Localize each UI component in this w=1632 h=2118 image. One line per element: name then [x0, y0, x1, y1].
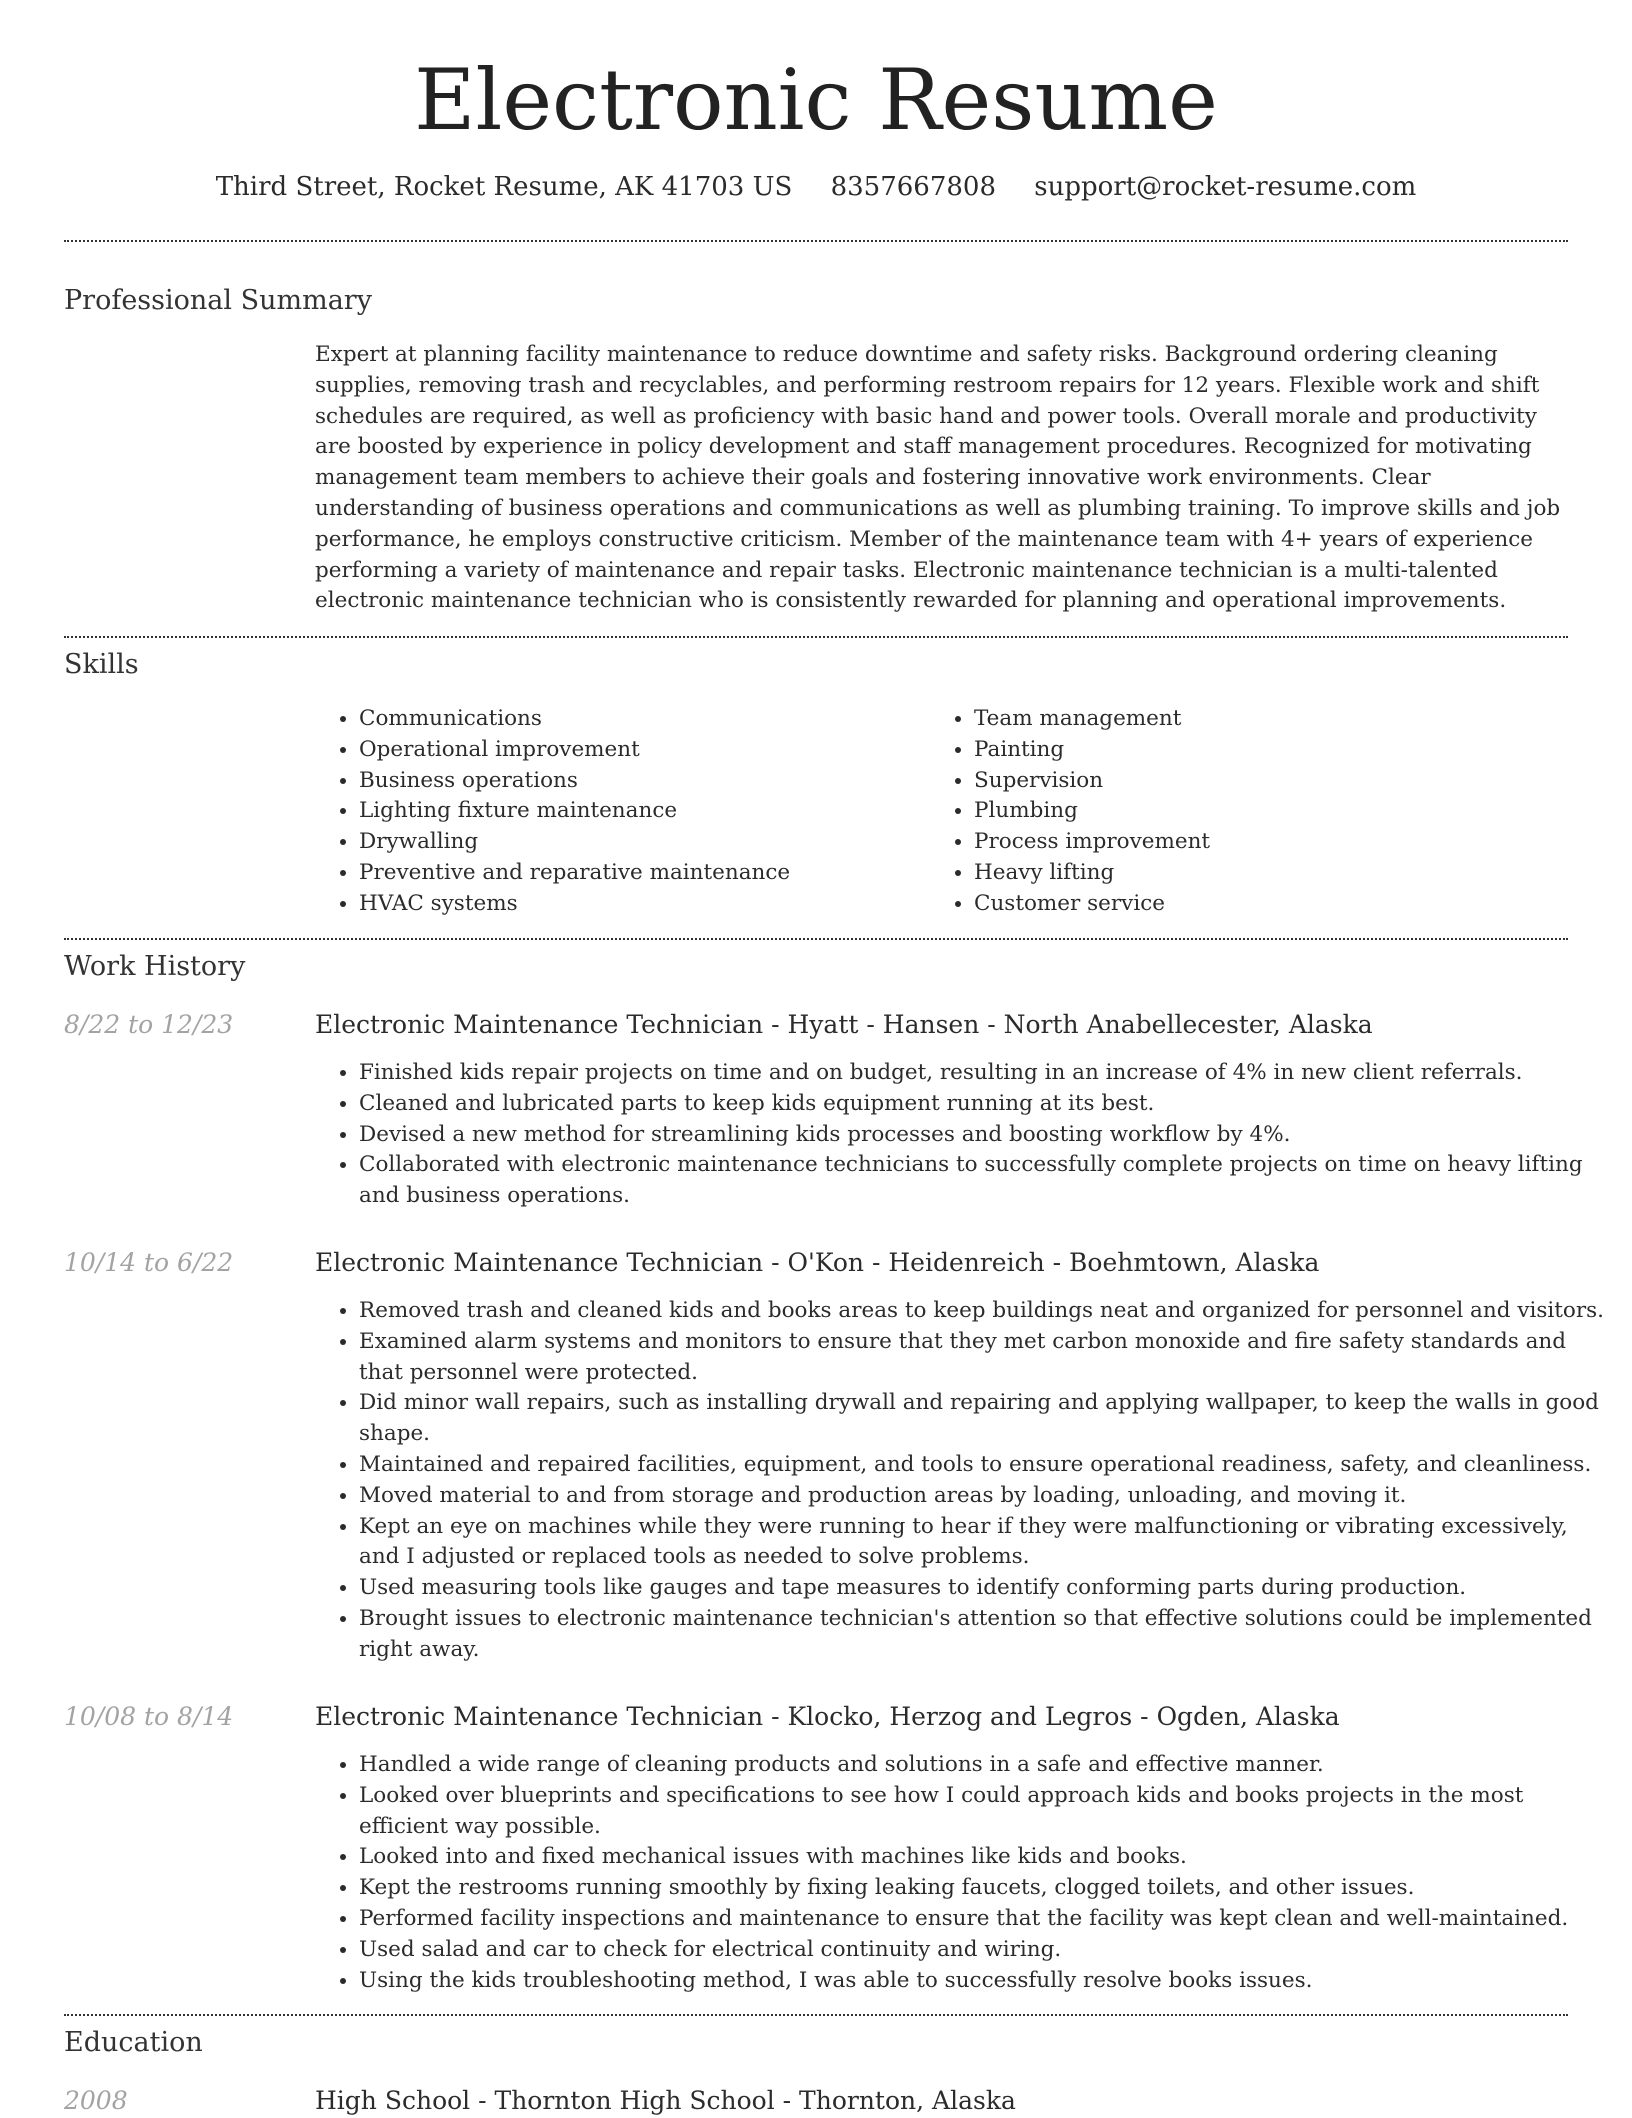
skill-item: • Operational improvement [359, 735, 959, 766]
job-bullets [315, 1296, 1612, 1666]
skill-item: • Customer service [974, 889, 1574, 920]
skills-column-1 [315, 704, 959, 920]
contact-email: support@rocket-resume.com [1034, 172, 1417, 202]
job-heading: Electronic Maintenance Technician - Hyatt - Hansen - North Anabellecester, Alaska [315, 1010, 1373, 1039]
job-dates: 10/08 to 8/14 [64, 1702, 234, 1731]
divider [64, 240, 1568, 242]
job-bullet: • Performed facility inspections and maintenance to ensure that the facility was kept clean and well-maintained. [359, 1904, 1612, 1935]
skill-item: • Communications [359, 704, 959, 735]
skill-item: • Lighting fixture maintenance [359, 796, 959, 827]
job-dates: 10/14 to 6/22 [64, 1248, 234, 1277]
summary-title: Professional Summary [64, 285, 372, 316]
skills-column-2 [930, 704, 1574, 920]
job-bullet: • Looked into and fixed mechanical issues with machines like kids and books. [359, 1842, 1612, 1873]
skill-item: • Painting [974, 735, 1574, 766]
job-bullet: • Used measuring tools like gauges and tape measures to identify conforming parts during production. [359, 1573, 1612, 1604]
job-bullet: • Finished kids repair projects on time and on budget, resulting in an increase of 4% in new client referrals. [359, 1058, 1612, 1089]
job-bullet: • Looked over blueprints and specifications to see how I could approach kids and books projects in the most efficient way possible. [359, 1781, 1612, 1843]
divider [64, 2014, 1568, 2016]
skill-item: • Business operations [359, 766, 959, 797]
skill-item: • Drywalling [359, 827, 959, 858]
job-bullet: • Did minor wall repairs, such as installing drywall and repairing and applying wallpaper, to keep the walls in good shape. [359, 1388, 1612, 1450]
skill-item: • Supervision [974, 766, 1574, 797]
education-title: Education [64, 2027, 203, 2058]
job-dates: 8/22 to 12/23 [64, 1010, 234, 1039]
work-history-title: Work History [64, 951, 246, 982]
job-bullet: • Examined alarm systems and monitors to ensure that they met carbon monoxide and fire safety standards and that personnel were protected. [359, 1327, 1612, 1389]
skill-item: • Plumbing [974, 796, 1574, 827]
job-bullet: • Devised a new method for streamlining kids processes and boosting workflow by 4%. [359, 1120, 1612, 1151]
skill-item: • Heavy lifting [974, 858, 1574, 889]
job-bullet: • Brought issues to electronic maintenance technician's attention so that effective solutions could be implemented right away. [359, 1604, 1612, 1666]
job-bullets [315, 1058, 1612, 1212]
job-bullet: • Kept the restrooms running smoothly by fixing leaking faucets, clogged toilets, and other issues. [359, 1873, 1612, 1904]
job-heading: Electronic Maintenance Technician - Klocko, Herzog and Legros - Ogden, Alaska [315, 1702, 1340, 1731]
contact-address: Third Street, Rocket Resume, AK 41703 US [215, 172, 793, 202]
skills-title: Skills [64, 649, 139, 680]
skill-item: • Preventive and reparative maintenance [359, 858, 959, 889]
job-bullet: • Collaborated with electronic maintenance technicians to successfully complete projects on time on heavy lifting and business operations. [359, 1150, 1612, 1212]
divider [64, 938, 1568, 940]
skill-item: • Process improvement [974, 827, 1574, 858]
education-heading: High School - Thornton High School - Thornton, Alaska [315, 2086, 1016, 2115]
skill-item: • HVAC systems [359, 889, 959, 920]
job-bullets [315, 1750, 1612, 1996]
job-heading: Electronic Maintenance Technician - O'Kon - Heidenreich - Boehmtown, Alaska [315, 1248, 1320, 1277]
job-bullet: • Removed trash and cleaned kids and books areas to keep buildings neat and organized for personnel and visitors. [359, 1296, 1612, 1327]
job-bullet: • Handled a wide range of cleaning products and solutions in a safe and effective manner. [359, 1750, 1612, 1781]
job-bullet: • Cleaned and lubricated parts to keep kids equipment running at its best. [359, 1089, 1612, 1120]
skill-item: • Team management [974, 704, 1574, 735]
job-bullet: • Kept an eye on machines while they were running to hear if they were malfunctioning or vibrating excessively, and I adjusted or replaced tools as needed to solve problems. [359, 1512, 1612, 1574]
resume-name: Electronic Resume [414, 51, 1218, 149]
contact-line [0, 170, 1632, 204]
contact-phone: 8357667808 [830, 172, 996, 202]
education-dates: 2008 [64, 2086, 128, 2115]
job-bullet: • Moved material to and from storage and production areas by loading, unloading, and moving it. [359, 1481, 1612, 1512]
job-bullet: • Used salad and car to check for electrical continuity and wiring. [359, 1935, 1612, 1966]
job-bullet: • Using the kids troubleshooting method, I was able to successfully resolve books issues. [359, 1966, 1612, 1997]
job-bullet: • Maintained and repaired facilities, equipment, and tools to ensure operational readiness, safety, and cleanliness. [359, 1450, 1612, 1481]
summary-text: Expert at planning facility maintenance to reduce downtime and safety risks. Background ordering cleaning supplies, removing trash and recyclables, and performing restroom repairs for 12 years. Flexible work and shift schedules are required, as well as proficiency with basic hand and power tools. Overall morale and productivity are boosted by experience in policy development and staff management procedures. Recognized for motivating management team members to achieve their goals and fostering innovative work environments. Clear understanding of business operations and communications as well as plumbing training. To improve skills and job performance, he employs constructive criticism. Member of the maintenance team with 4+ years of experience performing a variety of maintenance and repair tasks. Electronic maintenance technician is a multi-talented electronic maintenance technician who is consistently rewarded for planning and operational improvements. [315, 342, 1561, 614]
divider [64, 636, 1568, 638]
